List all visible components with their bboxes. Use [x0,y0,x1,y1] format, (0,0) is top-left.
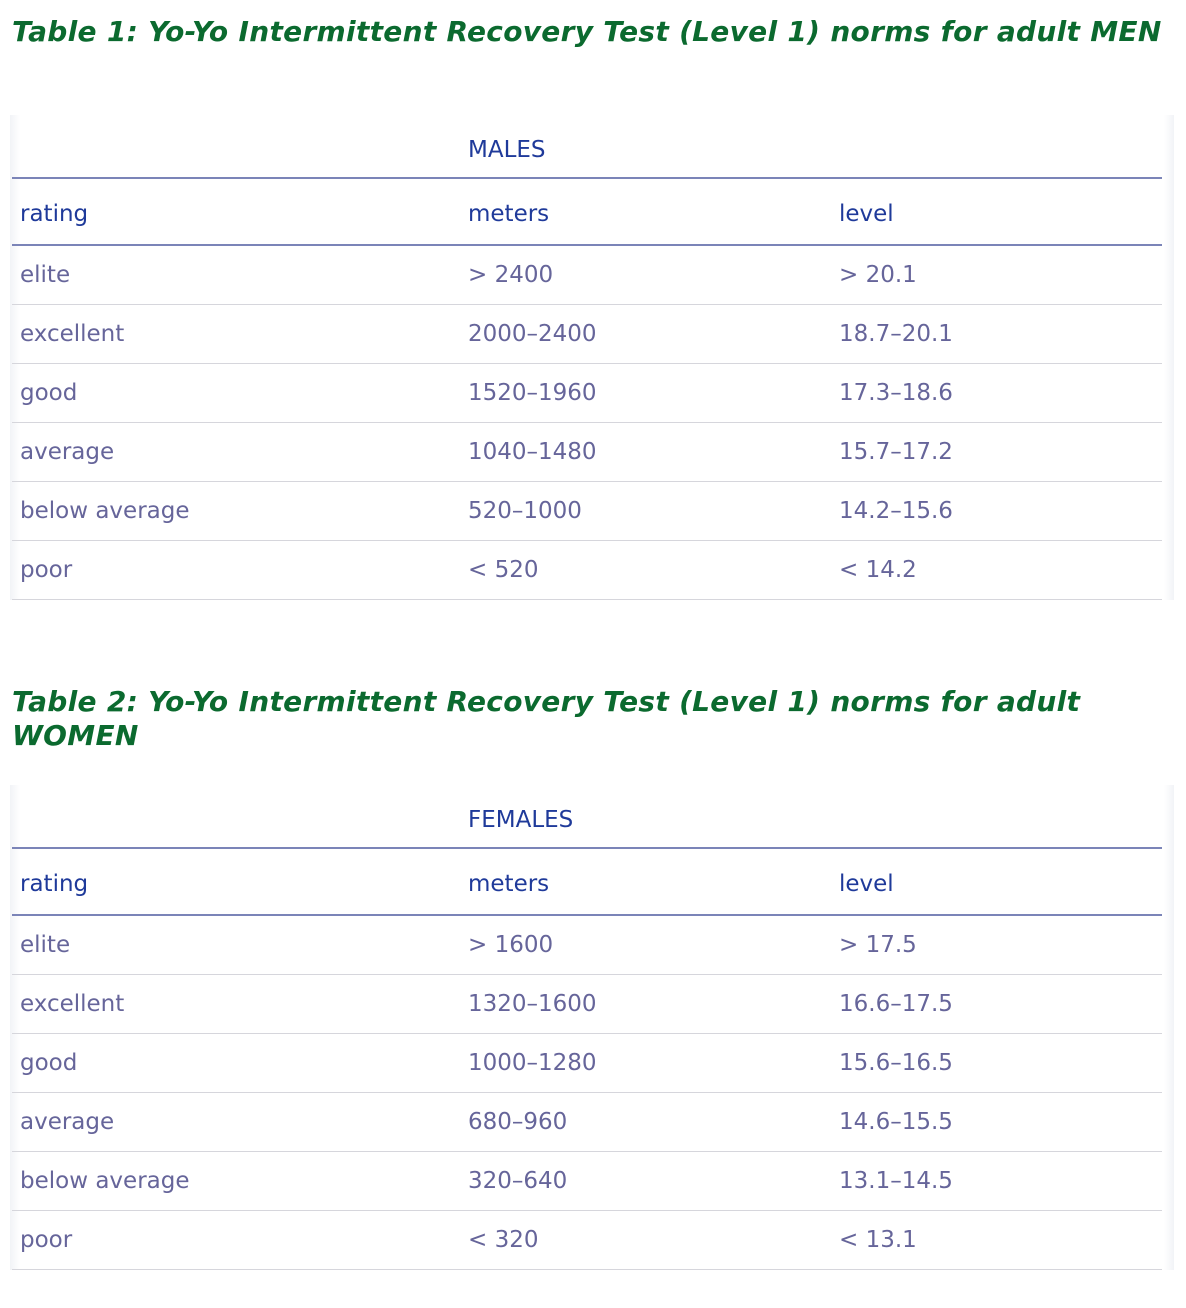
level-cell: 15.7–17.2 [839,439,953,465]
rating-cell: poor [20,1227,73,1253]
rating-cell: excellent [20,321,125,347]
rating-cell: average [20,1109,115,1135]
meters-cell: 320–640 [468,1168,568,1194]
rating-cell: poor [20,557,73,583]
level-cell: 13.1–14.5 [839,1168,953,1194]
column-header-meters: meters [468,870,550,897]
rating-cell: excellent [20,991,125,1017]
table-row [12,246,1162,305]
women-norms-table [12,785,1162,1270]
meters-cell: 680–960 [468,1109,568,1135]
table-row [12,916,1162,975]
table-row [12,1093,1162,1152]
men-norms-table [12,115,1162,600]
meters-cell: < 320 [468,1227,539,1253]
table-row [12,423,1162,482]
column-header-level: level [839,870,894,897]
level-cell: < 14.2 [839,557,917,583]
rating-cell: below average [20,1168,190,1194]
table-row [12,1211,1162,1270]
table-edge-shade [1164,785,1174,1270]
level-cell: > 17.5 [839,932,917,958]
group-header-row [12,785,1162,849]
level-cell: 18.7–20.1 [839,321,953,347]
level-cell: > 20.1 [839,262,917,288]
column-header-rating: rating [20,870,89,897]
meters-cell: 2000–2400 [468,321,597,347]
table-row [12,482,1162,541]
meters-cell: 1040–1480 [468,439,597,465]
group-header-females: FEMALES [468,807,574,833]
meters-cell: < 520 [468,557,539,583]
table-row [12,975,1162,1034]
rating-cell: elite [20,932,71,958]
table-row [12,1034,1162,1093]
meters-cell: 520–1000 [468,498,582,524]
level-cell: 14.6–15.5 [839,1109,953,1135]
meters-cell: 1320–1600 [468,991,597,1017]
rating-cell: below average [20,498,190,524]
table-row [12,305,1162,364]
level-cell: 14.2–15.6 [839,498,953,524]
meters-cell: > 2400 [468,262,554,288]
rating-cell: good [20,1050,78,1076]
table-row [12,1152,1162,1211]
table-1-title: Table 1: Yo-Yo Intermittent Recovery Test (Level 1) norms for adult MEN [12,15,1162,48]
rating-cell: good [20,380,78,406]
column-header-level: level [839,200,894,227]
level-cell: 16.6–17.5 [839,991,953,1017]
column-header-rating: rating [20,200,89,227]
column-header-row [12,179,1162,246]
meters-cell: > 1600 [468,932,554,958]
table-row [12,364,1162,423]
column-header-meters: meters [468,200,550,227]
column-header-row [12,849,1162,916]
table-2-title: Table 2: Yo-Yo Intermittent Recovery Test (Level 1) norms for adult WOMEN [12,685,1081,752]
level-cell: 15.6–16.5 [839,1050,953,1076]
meters-cell: 1520–1960 [468,380,597,406]
meters-cell: 1000–1280 [468,1050,597,1076]
group-header-row [12,115,1162,179]
group-header-males: MALES [468,137,546,163]
rating-cell: elite [20,262,71,288]
table-row [12,541,1162,600]
level-cell: < 13.1 [839,1227,917,1253]
level-cell: 17.3–18.6 [839,380,953,406]
table-edge-shade [1164,115,1174,600]
rating-cell: average [20,439,115,465]
